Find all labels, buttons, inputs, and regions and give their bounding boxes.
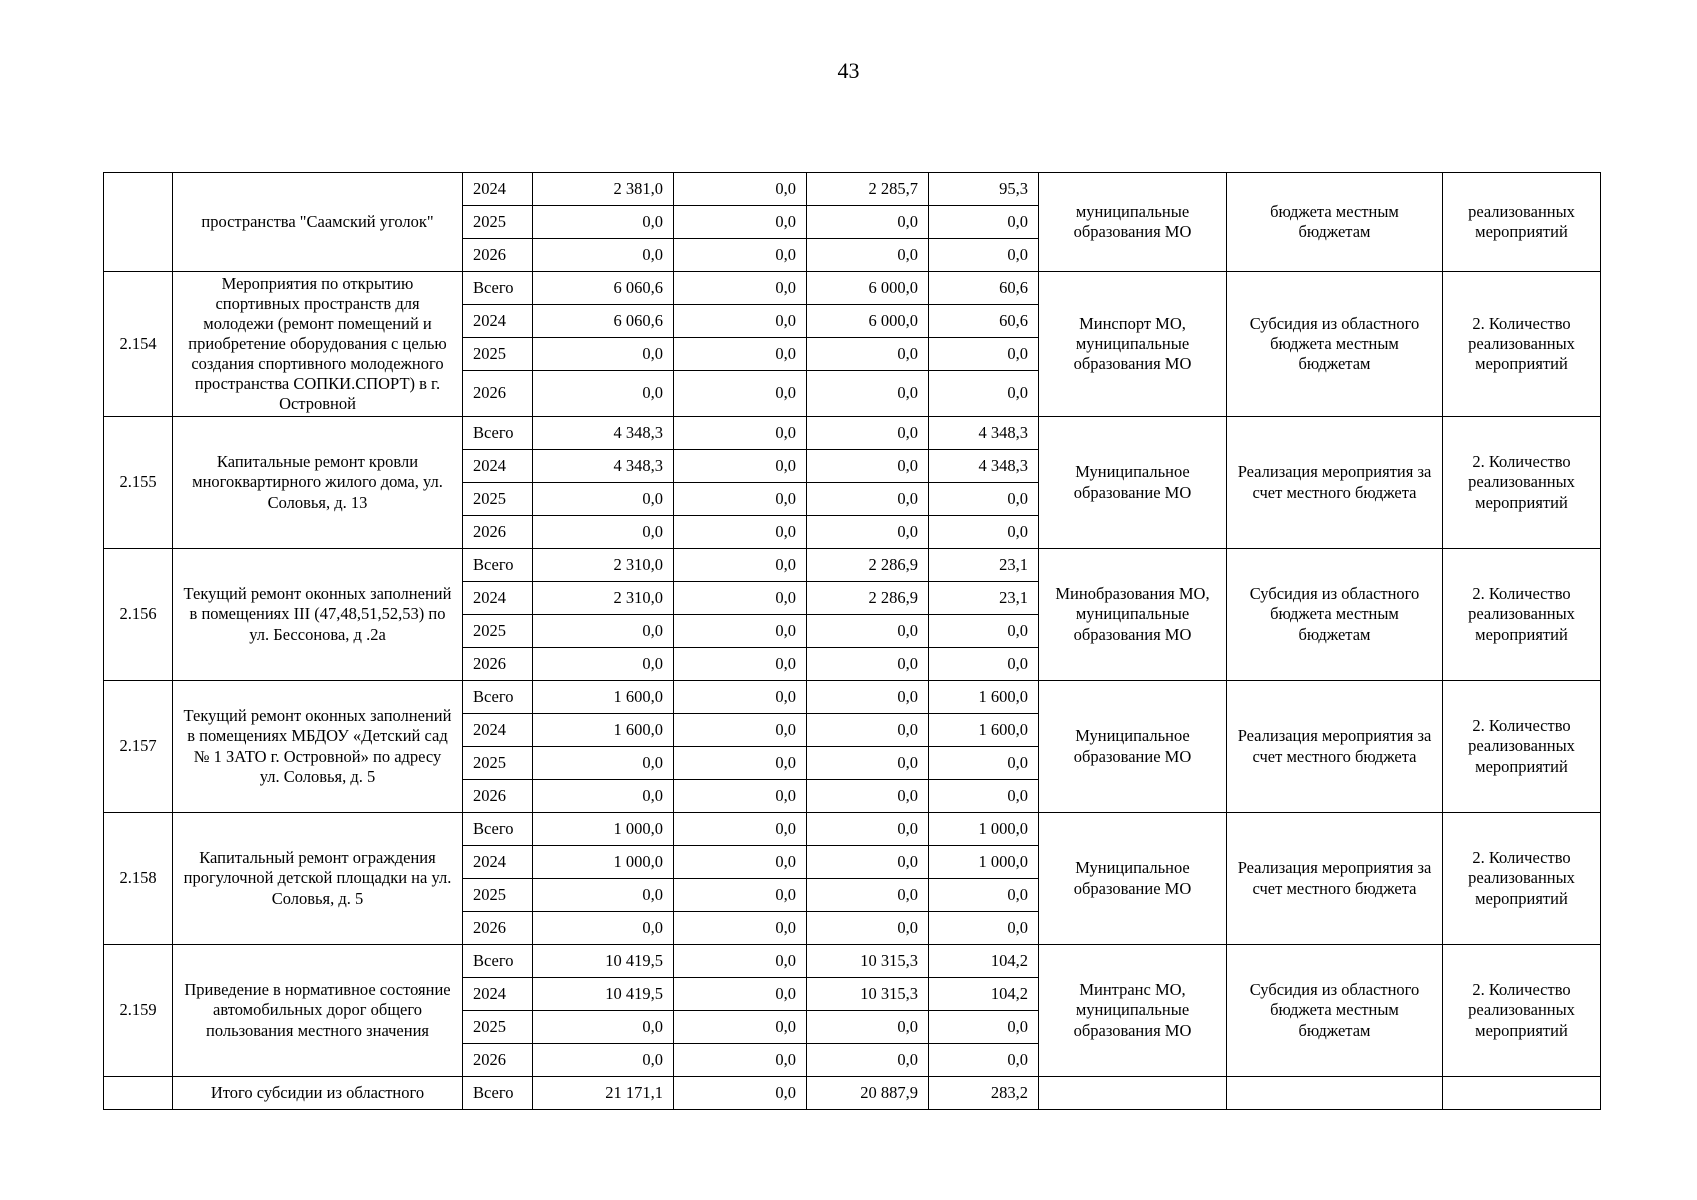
value-cell: 0,0 bbox=[929, 780, 1039, 813]
executor-cell: Минспорт МО, муниципальные образования МО bbox=[1039, 272, 1227, 417]
total-source-cell bbox=[1227, 1077, 1443, 1110]
item-number: 2.157 bbox=[104, 681, 173, 813]
value-cell: 0,0 bbox=[807, 417, 929, 450]
value-cell: 0,0 bbox=[533, 912, 674, 945]
value-cell: 0,0 bbox=[929, 747, 1039, 780]
value-cell: 0,0 bbox=[674, 305, 807, 338]
year-cell: Всего bbox=[463, 417, 533, 450]
table-row bbox=[104, 945, 1601, 978]
value-cell: 0,0 bbox=[929, 239, 1039, 272]
year-cell: 2025 bbox=[463, 483, 533, 516]
value-cell: 0,0 bbox=[929, 879, 1039, 912]
item-number: 2.154 bbox=[104, 272, 173, 417]
value-cell: 0,0 bbox=[807, 516, 929, 549]
indicator-cell: 2. Количество реализованных мероприятий bbox=[1443, 549, 1601, 681]
table-row bbox=[104, 549, 1601, 582]
indicator-cell: реализованных мероприятий bbox=[1443, 173, 1601, 272]
value-cell: 0,0 bbox=[533, 648, 674, 681]
indicator-cell: 2. Количество реализованных мероприятий bbox=[1443, 417, 1601, 549]
value-cell: 0,0 bbox=[807, 681, 929, 714]
value-cell: 0,0 bbox=[674, 912, 807, 945]
value-cell: 0,0 bbox=[533, 483, 674, 516]
value-cell: 0,0 bbox=[533, 516, 674, 549]
value-cell: 0,0 bbox=[674, 417, 807, 450]
value-cell: 0,0 bbox=[674, 846, 807, 879]
year-cell: 2026 bbox=[463, 912, 533, 945]
table-row bbox=[104, 681, 1601, 714]
value-cell: 0,0 bbox=[533, 1011, 674, 1044]
table-row bbox=[104, 272, 1601, 305]
value-cell: 4 348,3 bbox=[929, 450, 1039, 483]
funding-source-cell: Субсидия из областного бюджета местным бюджетам bbox=[1227, 945, 1443, 1077]
item-number: 2.155 bbox=[104, 417, 173, 549]
value-cell: 1 600,0 bbox=[929, 681, 1039, 714]
value-cell: 0,0 bbox=[674, 813, 807, 846]
item-name: Капитальный ремонт ограждения прогулочной детской площадки на ул. Соловья, д. 5 bbox=[173, 813, 463, 945]
value-cell: 0,0 bbox=[807, 846, 929, 879]
year-cell: 2024 bbox=[463, 450, 533, 483]
value-cell: 6 060,6 bbox=[533, 305, 674, 338]
year-cell: 2026 bbox=[463, 1044, 533, 1077]
item-name: Капитальные ремонт кровли многоквартирного жилого дома, ул. Соловья, д. 13 bbox=[173, 417, 463, 549]
total-executor-cell bbox=[1039, 1077, 1227, 1110]
value-cell: 1 000,0 bbox=[533, 846, 674, 879]
value-cell: 10 315,3 bbox=[807, 978, 929, 1011]
indicator-cell: 2. Количество реализованных мероприятий bbox=[1443, 681, 1601, 813]
value-cell: 60,6 bbox=[929, 272, 1039, 305]
year-cell: Всего bbox=[463, 813, 533, 846]
year-cell: 2024 bbox=[463, 582, 533, 615]
value-cell: 0,0 bbox=[807, 615, 929, 648]
value-cell: 0,0 bbox=[807, 813, 929, 846]
value-cell: 0,0 bbox=[674, 206, 807, 239]
year-cell: 2026 bbox=[463, 371, 533, 417]
executor-cell: Минобразования МО, муниципальные образования МО bbox=[1039, 549, 1227, 681]
value-cell: 0,0 bbox=[533, 879, 674, 912]
indicator-cell: 2. Количество реализованных мероприятий bbox=[1443, 945, 1601, 1077]
value-cell: 0,0 bbox=[929, 912, 1039, 945]
year-cell: 2025 bbox=[463, 615, 533, 648]
value-cell: 0,0 bbox=[929, 338, 1039, 371]
value-cell: 0,0 bbox=[929, 648, 1039, 681]
value-cell: 1 000,0 bbox=[533, 813, 674, 846]
value-cell: 6 060,6 bbox=[533, 272, 674, 305]
value-cell: 2 286,9 bbox=[807, 549, 929, 582]
value-cell: 0,0 bbox=[533, 239, 674, 272]
item-name: Мероприятия по открытию спортивных пространств для молодежи (ремонт помещений и приобретение оборудования с целью создания спортивного молодежного пространства СОПКИ.СПОРТ) в г. Островной bbox=[173, 272, 463, 417]
value-cell: 0,0 bbox=[674, 714, 807, 747]
value-cell: 10 419,5 bbox=[533, 978, 674, 1011]
value-cell: 0,0 bbox=[807, 714, 929, 747]
year-cell: Всего bbox=[463, 272, 533, 305]
value-cell: 0,0 bbox=[674, 483, 807, 516]
item-name: Текущий ремонт оконных заполнений в помещениях МБДОУ «Детский сад № 1 ЗАТО г. Островной» по адресу ул. Соловья, д. 5 bbox=[173, 681, 463, 813]
item-number bbox=[104, 173, 173, 272]
executor-cell: Минтранс МО, муниципальные образования МО bbox=[1039, 945, 1227, 1077]
value-cell: 0,0 bbox=[533, 747, 674, 780]
value-cell: 0,0 bbox=[674, 615, 807, 648]
year-cell: 2026 bbox=[463, 780, 533, 813]
item-name: Приведение в нормативное состояние автомобильных дорог общего пользования местного значения bbox=[173, 945, 463, 1077]
value-cell: 0,0 bbox=[807, 371, 929, 417]
year-cell: 2025 bbox=[463, 338, 533, 371]
value-cell: 10 419,5 bbox=[533, 945, 674, 978]
table-body bbox=[104, 173, 1601, 1110]
value-cell: 1 000,0 bbox=[929, 813, 1039, 846]
value-cell: 60,6 bbox=[929, 305, 1039, 338]
value-cell: 0,0 bbox=[674, 747, 807, 780]
funding-source-cell: Реализация мероприятия за счет местного бюджета bbox=[1227, 417, 1443, 549]
value-cell: 6 000,0 bbox=[807, 272, 929, 305]
value-cell: 0,0 bbox=[807, 239, 929, 272]
year-cell: 2025 bbox=[463, 879, 533, 912]
value-cell: 0,0 bbox=[533, 371, 674, 417]
value-cell: 0,0 bbox=[929, 516, 1039, 549]
year-cell: 2024 bbox=[463, 978, 533, 1011]
page-number: 43 bbox=[837, 58, 860, 83]
value-cell: 0,0 bbox=[533, 206, 674, 239]
value-cell: 0,0 bbox=[929, 1011, 1039, 1044]
year-cell: Всего bbox=[463, 681, 533, 714]
item-name: пространства "Саамский уголок" bbox=[173, 173, 463, 272]
value-cell: 0,0 bbox=[807, 1011, 929, 1044]
value-cell: 0,0 bbox=[674, 450, 807, 483]
value-cell: 0,0 bbox=[807, 879, 929, 912]
value-cell: 4 348,3 bbox=[929, 417, 1039, 450]
value-cell: 0,0 bbox=[929, 483, 1039, 516]
value-cell: 0,0 bbox=[807, 912, 929, 945]
indicator-cell: 2. Количество реализованных мероприятий bbox=[1443, 813, 1601, 945]
value-cell: 0,0 bbox=[533, 780, 674, 813]
budget-table bbox=[103, 172, 1601, 1110]
value-cell: 0,0 bbox=[674, 780, 807, 813]
value-cell: 1 600,0 bbox=[929, 714, 1039, 747]
value-cell: 0,0 bbox=[929, 206, 1039, 239]
total-value-cell: 283,2 bbox=[929, 1077, 1039, 1110]
value-cell: 1 000,0 bbox=[929, 846, 1039, 879]
value-cell: 0,0 bbox=[929, 371, 1039, 417]
value-cell: 0,0 bbox=[533, 1044, 674, 1077]
total-value-cell: 0,0 bbox=[674, 1077, 807, 1110]
table-row bbox=[104, 173, 1601, 206]
value-cell: 95,3 bbox=[929, 173, 1039, 206]
total-number-cell bbox=[104, 1077, 173, 1110]
value-cell: 0,0 bbox=[807, 483, 929, 516]
value-cell: 2 285,7 bbox=[807, 173, 929, 206]
total-value-cell: 20 887,9 bbox=[807, 1077, 929, 1110]
executor-cell: Муниципальное образование МО bbox=[1039, 813, 1227, 945]
funding-source-cell: бюджета местным бюджетам bbox=[1227, 173, 1443, 272]
year-cell: Всего bbox=[463, 549, 533, 582]
year-cell: 2026 bbox=[463, 239, 533, 272]
value-cell: 23,1 bbox=[929, 549, 1039, 582]
year-cell: 2025 bbox=[463, 1011, 533, 1044]
value-cell: 0,0 bbox=[533, 338, 674, 371]
value-cell: 1 600,0 bbox=[533, 714, 674, 747]
value-cell: 0,0 bbox=[674, 1011, 807, 1044]
year-cell: 2024 bbox=[463, 173, 533, 206]
value-cell: 0,0 bbox=[807, 206, 929, 239]
table-row bbox=[104, 417, 1601, 450]
value-cell: 4 348,3 bbox=[533, 450, 674, 483]
value-cell: 0,0 bbox=[674, 945, 807, 978]
total-value-cell: 21 171,1 bbox=[533, 1077, 674, 1110]
value-cell: 0,0 bbox=[929, 615, 1039, 648]
item-number: 2.156 bbox=[104, 549, 173, 681]
year-cell: 2025 bbox=[463, 747, 533, 780]
value-cell: 0,0 bbox=[674, 879, 807, 912]
year-cell: 2025 bbox=[463, 206, 533, 239]
year-cell: 2024 bbox=[463, 714, 533, 747]
value-cell: 0,0 bbox=[674, 239, 807, 272]
total-row bbox=[104, 1077, 1601, 1110]
year-cell: 2026 bbox=[463, 516, 533, 549]
year-cell: 2024 bbox=[463, 305, 533, 338]
value-cell: 0,0 bbox=[674, 272, 807, 305]
funding-source-cell: Субсидия из областного бюджета местным бюджетам bbox=[1227, 272, 1443, 417]
value-cell: 0,0 bbox=[674, 648, 807, 681]
total-indicator-cell bbox=[1443, 1077, 1601, 1110]
indicator-cell: 2. Количество реализованных мероприятий bbox=[1443, 272, 1601, 417]
value-cell: 0,0 bbox=[807, 747, 929, 780]
value-cell: 0,0 bbox=[674, 681, 807, 714]
value-cell: 0,0 bbox=[674, 173, 807, 206]
value-cell: 0,0 bbox=[674, 371, 807, 417]
funding-source-cell: Реализация мероприятия за счет местного бюджета bbox=[1227, 813, 1443, 945]
value-cell: 0,0 bbox=[929, 1044, 1039, 1077]
funding-source-cell: Реализация мероприятия за счет местного бюджета bbox=[1227, 681, 1443, 813]
value-cell: 0,0 bbox=[674, 1044, 807, 1077]
total-year-cell: Всего bbox=[463, 1077, 533, 1110]
value-cell: 2 381,0 bbox=[533, 173, 674, 206]
item-number: 2.159 bbox=[104, 945, 173, 1077]
value-cell: 10 315,3 bbox=[807, 945, 929, 978]
value-cell: 104,2 bbox=[929, 945, 1039, 978]
value-cell: 2 310,0 bbox=[533, 549, 674, 582]
value-cell: 0,0 bbox=[674, 338, 807, 371]
value-cell: 0,0 bbox=[674, 582, 807, 615]
value-cell: 0,0 bbox=[807, 780, 929, 813]
value-cell: 23,1 bbox=[929, 582, 1039, 615]
value-cell: 0,0 bbox=[674, 978, 807, 1011]
funding-source-cell: Субсидия из областного бюджета местным бюджетам bbox=[1227, 549, 1443, 681]
value-cell: 6 000,0 bbox=[807, 305, 929, 338]
value-cell: 4 348,3 bbox=[533, 417, 674, 450]
item-name: Текущий ремонт оконных заполнений в помещениях III (47,48,51,52,53) по ул. Бессонова, д .2а bbox=[173, 549, 463, 681]
value-cell: 0,0 bbox=[807, 450, 929, 483]
value-cell: 0,0 bbox=[807, 648, 929, 681]
value-cell: 2 286,9 bbox=[807, 582, 929, 615]
item-number: 2.158 bbox=[104, 813, 173, 945]
year-cell: 2024 bbox=[463, 846, 533, 879]
value-cell: 0,0 bbox=[807, 338, 929, 371]
total-label: Итого субсидии из областного bbox=[173, 1077, 463, 1110]
executor-cell: муниципальные образования МО bbox=[1039, 173, 1227, 272]
value-cell: 104,2 bbox=[929, 978, 1039, 1011]
value-cell: 0,0 bbox=[674, 549, 807, 582]
executor-cell: Муниципальное образование МО bbox=[1039, 681, 1227, 813]
value-cell: 0,0 bbox=[807, 1044, 929, 1077]
table-row bbox=[104, 813, 1601, 846]
value-cell: 1 600,0 bbox=[533, 681, 674, 714]
value-cell: 0,0 bbox=[674, 516, 807, 549]
year-cell: Всего bbox=[463, 945, 533, 978]
value-cell: 0,0 bbox=[533, 615, 674, 648]
executor-cell: Муниципальное образование МО bbox=[1039, 417, 1227, 549]
year-cell: 2026 bbox=[463, 648, 533, 681]
value-cell: 2 310,0 bbox=[533, 582, 674, 615]
